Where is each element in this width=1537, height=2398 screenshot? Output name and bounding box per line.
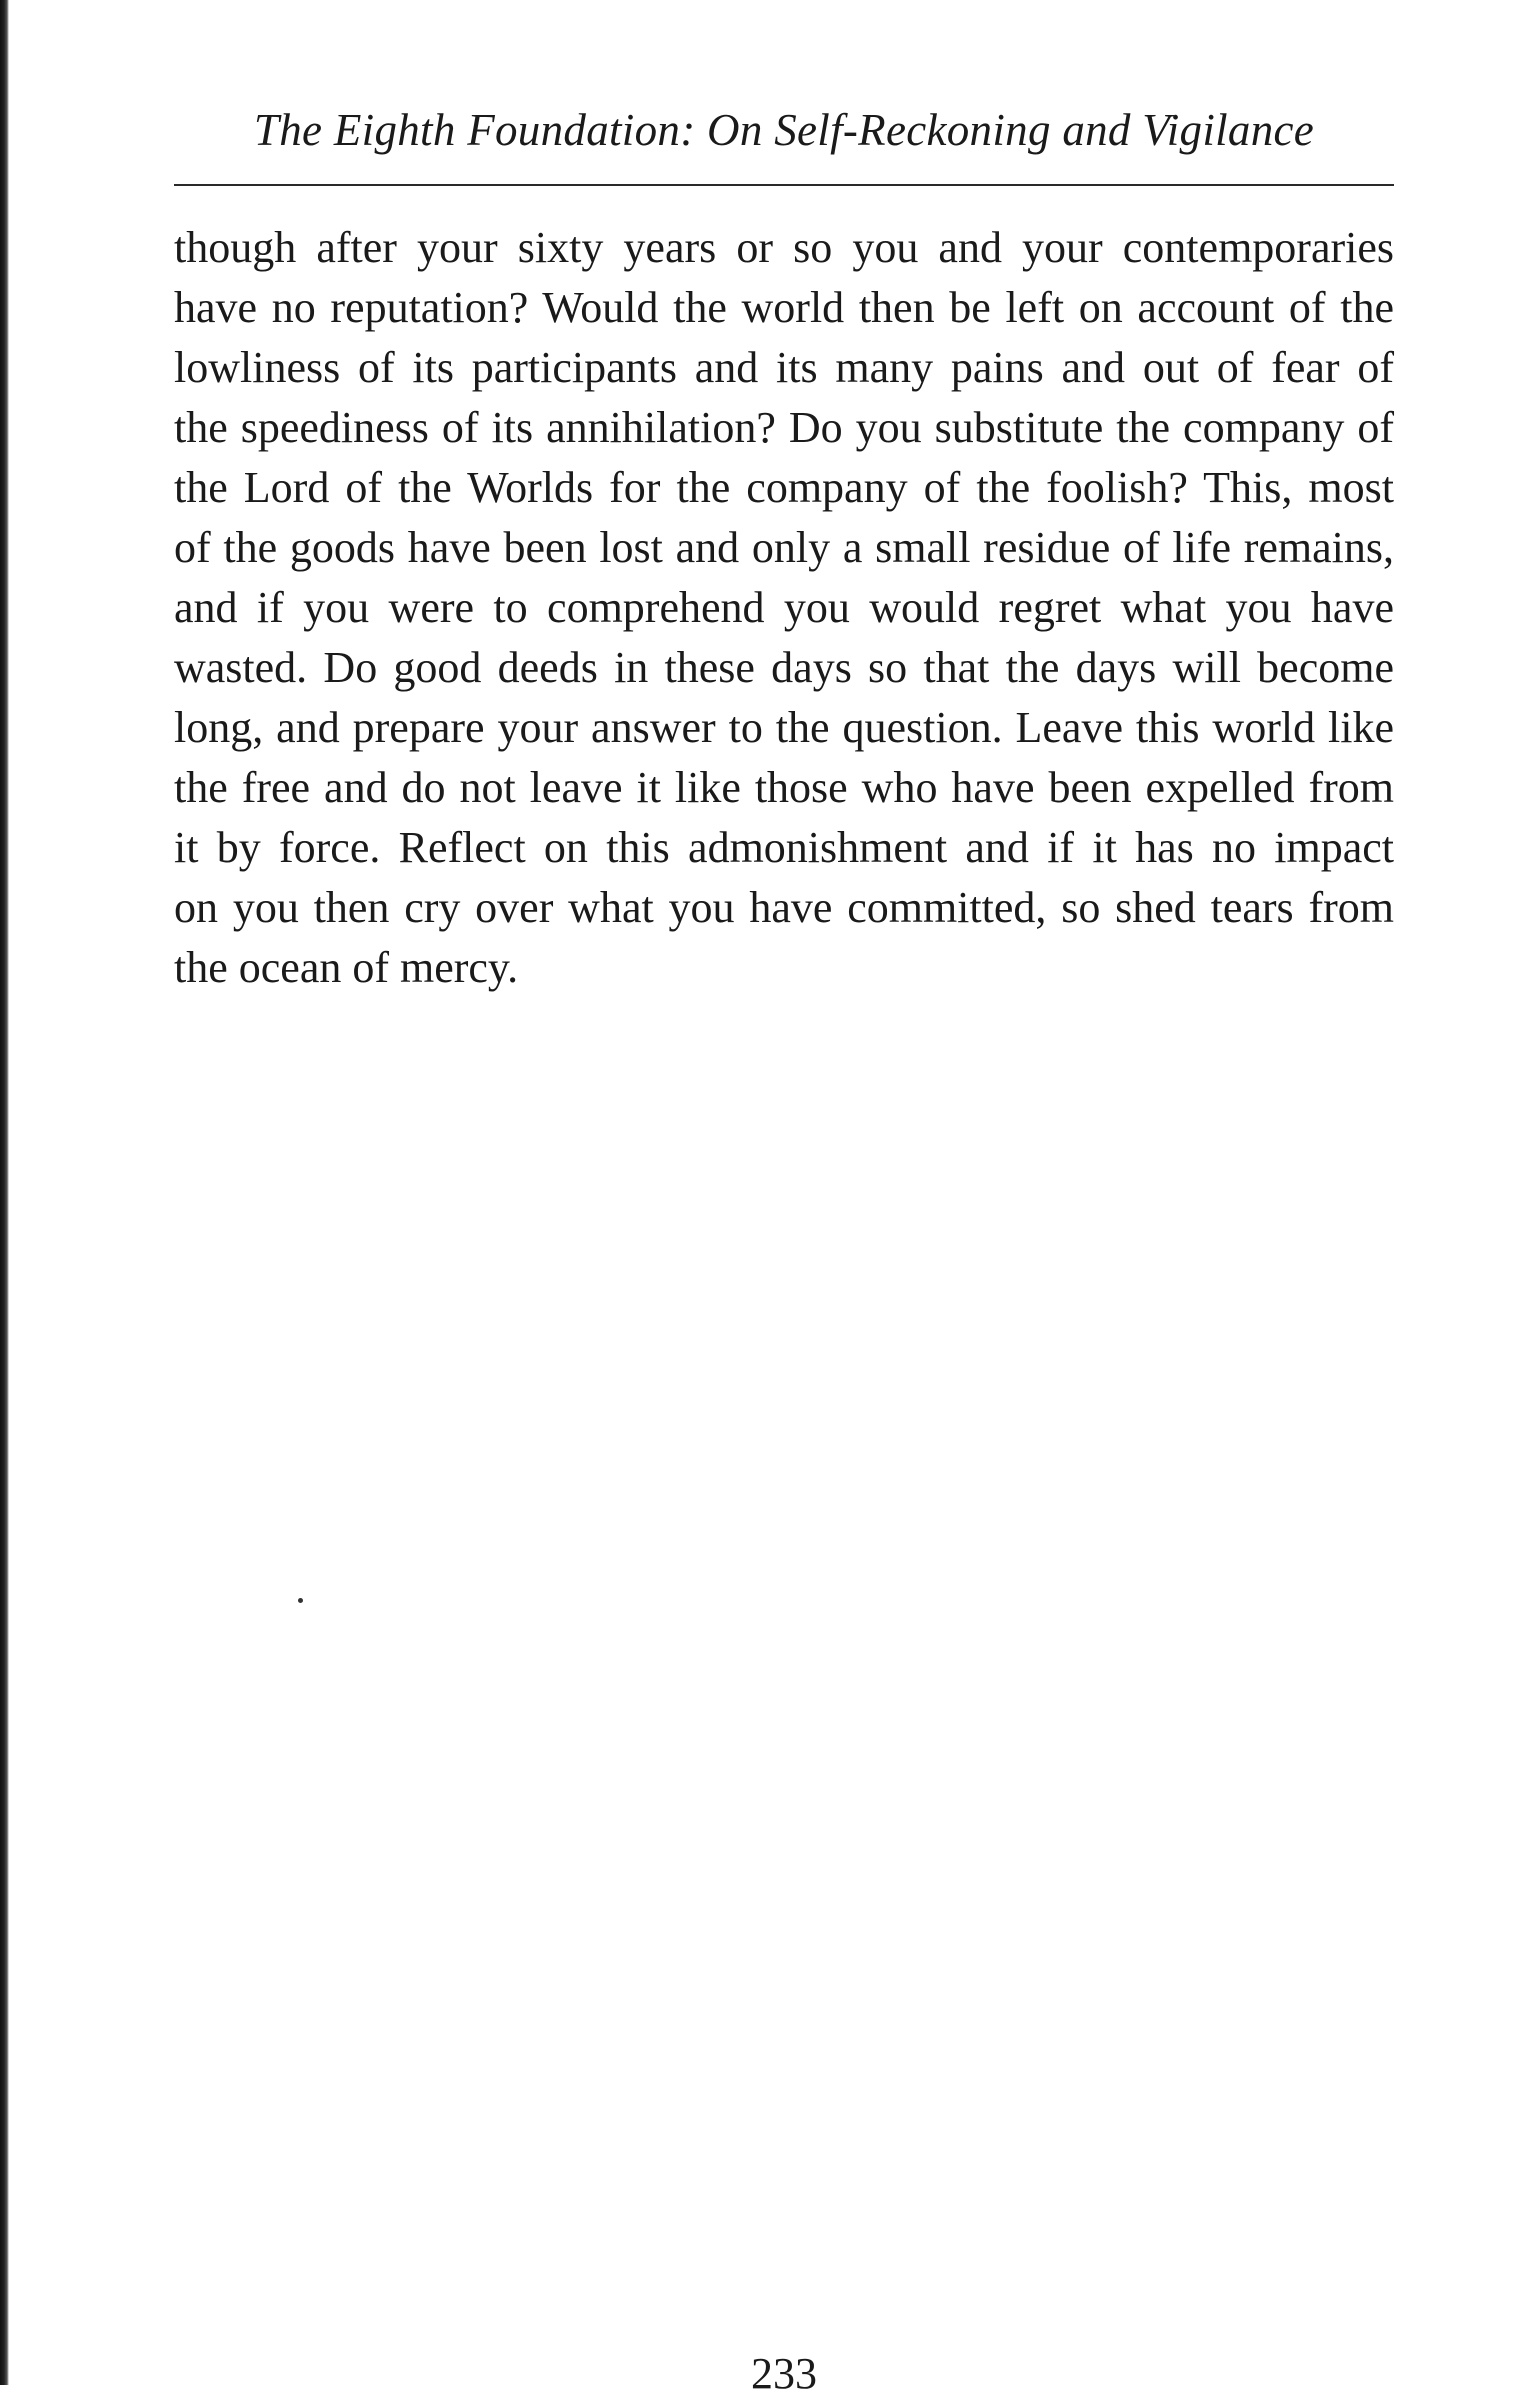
text-line: though after your sixty years or so you and your contemporaries — [174, 223, 1394, 272]
text-line: the ocean of mercy. — [174, 943, 519, 992]
text-line: wasted. Do good deeds in these days so that the days will become — [174, 643, 1394, 692]
text-line: it by force. Reflect on this admonishment and if it has no impact — [174, 823, 1394, 872]
text-line: the Lord of the Worlds for the company of the foolish? This, most — [174, 463, 1394, 512]
text-line: have no reputation? Would the world then be left on account of the — [174, 283, 1394, 332]
text-line: on you then cry over what you have committed, so shed tears from — [174, 883, 1394, 932]
running-head: The Eighth Foundation: On Self-Reckoning and Vigilance — [253, 105, 1315, 155]
page-number: 233 — [751, 2349, 817, 2398]
text-line: and if you were to comprehend you would regret what you have — [174, 583, 1394, 632]
text-line: lowliness of its participants and its many pains and out of fear of — [174, 343, 1394, 392]
text-line: long, and prepare your answer to the question. Leave this world like — [174, 703, 1394, 752]
text-line: the speediness of its annihilation? Do you substitute the company of — [174, 403, 1394, 452]
header-rule — [174, 184, 1394, 186]
scanned-page-edge — [0, 0, 9, 2385]
scan-speck — [298, 1598, 303, 1603]
body-paragraph — [174, 218, 1394, 998]
text-line: of the goods have been lost and only a small residue of life remains, — [174, 523, 1394, 572]
text-line: the free and do not leave it like those who have been expelled from — [174, 763, 1394, 812]
